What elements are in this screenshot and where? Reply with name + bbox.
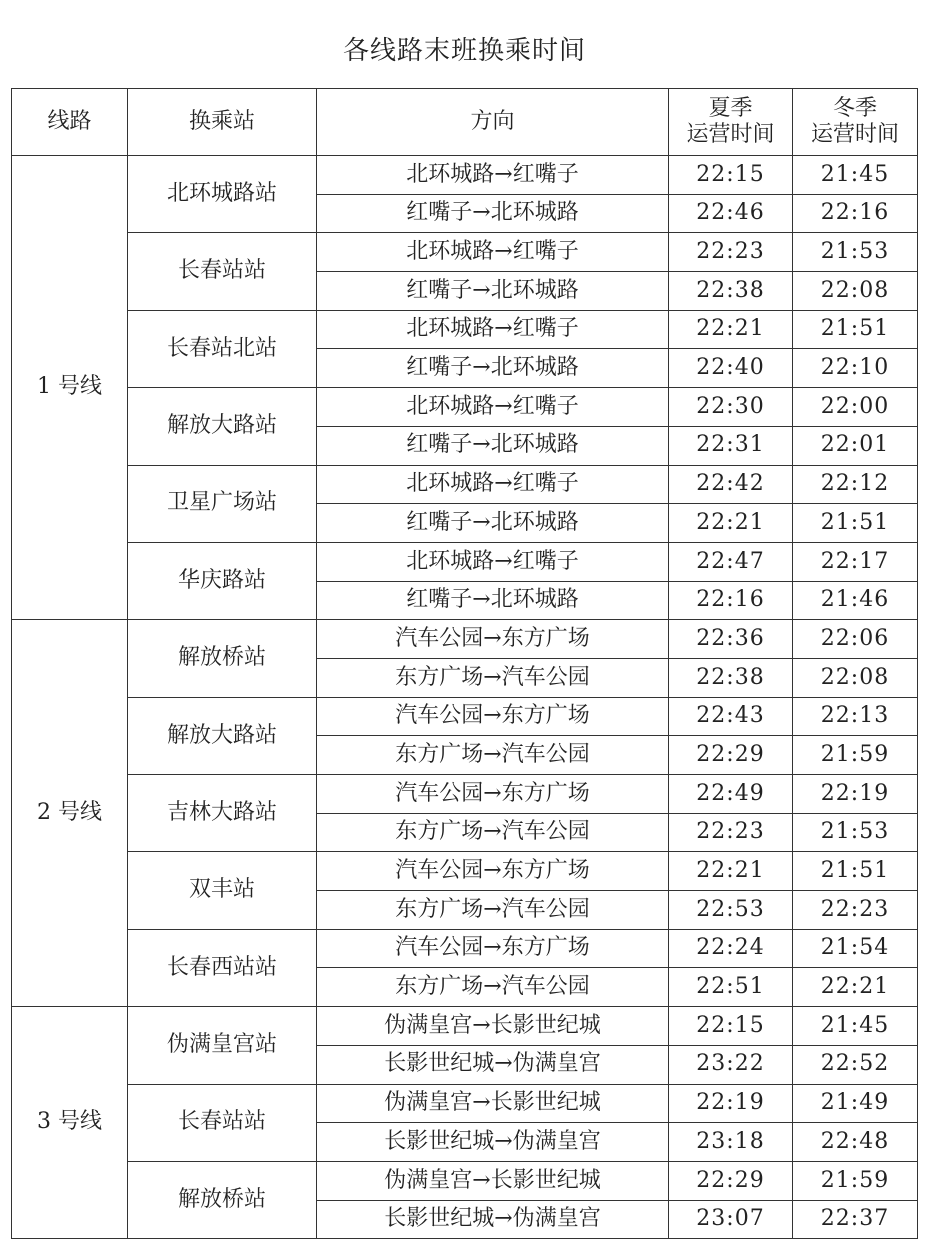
header-winter-line2: 运营时间 — [810, 122, 899, 147]
station-name: 北环城路站 — [128, 156, 317, 233]
station-name: 解放桥站 — [128, 1161, 317, 1238]
winter-time-cell: 22:21 — [793, 968, 918, 1007]
page-title: 各线路末班换乘时间 — [342, 36, 586, 66]
station-name: 长春站站 — [128, 233, 317, 310]
winter-time-cell: 22:08 — [793, 272, 918, 311]
winter-time-cell: 21:51 — [793, 504, 918, 543]
header-station: 换乘站 — [128, 89, 317, 156]
winter-time-cell: 22:06 — [793, 620, 918, 659]
winter-time-cell: 21:53 — [793, 813, 918, 852]
summer-time-cell: 22:16 — [669, 581, 793, 620]
summer-time-cell: 22:38 — [669, 272, 793, 311]
summer-time-cell: 22:36 — [669, 620, 793, 659]
winter-time-cell: 22:00 — [793, 388, 918, 427]
winter-time-cell: 22:01 — [793, 426, 918, 465]
direction-cell: 汽车公园→东方广场 — [317, 852, 669, 891]
summer-time-cell: 23:07 — [669, 1200, 793, 1239]
table-row — [12, 388, 918, 427]
winter-time-cell: 21:54 — [793, 929, 918, 968]
summer-time-cell: 22:29 — [669, 736, 793, 775]
direction-cell: 汽车公园→东方广场 — [317, 697, 669, 736]
summer-time-cell: 22:21 — [669, 310, 793, 349]
summer-time-cell: 22:24 — [669, 929, 793, 968]
direction-cell: 东方广场→汽车公园 — [317, 813, 669, 852]
table-row — [12, 156, 918, 195]
summer-time-cell: 22:15 — [669, 156, 793, 195]
winter-time-cell: 22:17 — [793, 542, 918, 581]
table-row — [12, 929, 918, 968]
winter-time-cell: 22:19 — [793, 775, 918, 814]
direction-cell: 东方广场→汽车公园 — [317, 891, 669, 930]
station-name: 长春西站站 — [128, 929, 317, 1006]
direction-cell: 红嘴子→北环城路 — [317, 349, 669, 388]
header-summer-line2: 运营时间 — [686, 122, 775, 147]
table-row — [12, 465, 918, 504]
winter-time-cell: 21:45 — [793, 156, 918, 195]
summer-time-cell: 22:40 — [669, 349, 793, 388]
direction-cell: 北环城路→红嘴子 — [317, 465, 669, 504]
winter-time-cell: 21:51 — [793, 310, 918, 349]
station-name: 华庆路站 — [128, 542, 317, 619]
direction-cell: 汽车公园→东方广场 — [317, 620, 669, 659]
winter-time-cell: 21:53 — [793, 233, 918, 272]
direction-cell: 东方广场→汽车公园 — [317, 736, 669, 775]
table-row — [12, 775, 918, 814]
header-row — [12, 89, 918, 156]
direction-cell: 北环城路→红嘴子 — [317, 233, 669, 272]
header-line: 线路 — [12, 89, 128, 156]
header-summer — [669, 89, 793, 156]
summer-time-cell: 22:23 — [669, 233, 793, 272]
winter-time-cell: 22:12 — [793, 465, 918, 504]
winter-time-cell: 22:37 — [793, 1200, 918, 1239]
summer-time-cell: 22:23 — [669, 813, 793, 852]
table-row — [12, 1007, 918, 1046]
table-row — [12, 1084, 918, 1123]
header-direction: 方向 — [317, 89, 669, 156]
summer-time-cell: 22:38 — [669, 658, 793, 697]
line-name: 1 号线 — [12, 156, 128, 620]
direction-cell: 长影世纪城→伪满皇宫 — [317, 1045, 669, 1084]
winter-time-cell: 22:13 — [793, 697, 918, 736]
summer-time-cell: 22:21 — [669, 504, 793, 543]
summer-time-cell: 22:53 — [669, 891, 793, 930]
station-name: 长春站站 — [128, 1084, 317, 1161]
direction-cell: 长影世纪城→伪满皇宫 — [317, 1123, 669, 1162]
header-summer-line1: 夏季 — [708, 95, 753, 121]
transfer-time-table — [11, 88, 918, 1239]
station-name: 卫星广场站 — [128, 465, 317, 542]
table-body — [12, 156, 918, 1239]
table-row — [12, 852, 918, 891]
winter-time-cell: 21:51 — [793, 852, 918, 891]
direction-cell: 伪满皇宫→长影世纪城 — [317, 1084, 669, 1123]
direction-cell: 北环城路→红嘴子 — [317, 388, 669, 427]
direction-cell: 东方广场→汽车公园 — [317, 968, 669, 1007]
station-name: 解放大路站 — [128, 697, 317, 774]
header-winter — [793, 89, 918, 156]
winter-time-cell: 22:52 — [793, 1045, 918, 1084]
summer-time-cell: 22:19 — [669, 1084, 793, 1123]
direction-cell: 北环城路→红嘴子 — [317, 542, 669, 581]
summer-time-cell: 22:42 — [669, 465, 793, 504]
direction-cell: 汽车公园→东方广场 — [317, 929, 669, 968]
winter-time-cell: 21:49 — [793, 1084, 918, 1123]
table-row — [12, 542, 918, 581]
direction-cell: 东方广场→汽车公园 — [317, 658, 669, 697]
direction-cell: 北环城路→红嘴子 — [317, 156, 669, 195]
winter-time-cell: 22:16 — [793, 194, 918, 233]
table-row — [12, 697, 918, 736]
direction-cell: 北环城路→红嘴子 — [317, 310, 669, 349]
winter-time-cell: 22:10 — [793, 349, 918, 388]
winter-time-cell: 22:08 — [793, 658, 918, 697]
summer-time-cell: 22:47 — [669, 542, 793, 581]
summer-time-cell: 22:31 — [669, 426, 793, 465]
summer-time-cell: 22:43 — [669, 697, 793, 736]
summer-time-cell: 22:15 — [669, 1007, 793, 1046]
table-row — [12, 1161, 918, 1200]
station-name: 解放大路站 — [128, 388, 317, 465]
table-row — [12, 620, 918, 659]
summer-time-cell: 22:51 — [669, 968, 793, 1007]
winter-time-cell: 22:23 — [793, 891, 918, 930]
winter-time-cell: 21:45 — [793, 1007, 918, 1046]
direction-cell: 红嘴子→北环城路 — [317, 581, 669, 620]
summer-time-cell: 22:21 — [669, 852, 793, 891]
direction-cell: 长影世纪城→伪满皇宫 — [317, 1200, 669, 1239]
winter-time-cell: 21:46 — [793, 581, 918, 620]
direction-cell: 伪满皇宫→长影世纪城 — [317, 1161, 669, 1200]
summer-time-cell: 22:49 — [669, 775, 793, 814]
direction-cell: 红嘴子→北环城路 — [317, 194, 669, 233]
station-name: 长春站北站 — [128, 310, 317, 387]
direction-cell: 红嘴子→北环城路 — [317, 426, 669, 465]
line-name: 2 号线 — [12, 620, 128, 1007]
station-name: 双丰站 — [128, 852, 317, 929]
direction-cell: 伪满皇宫→长影世纪城 — [317, 1007, 669, 1046]
summer-time-cell: 22:46 — [669, 194, 793, 233]
summer-time-cell: 23:18 — [669, 1123, 793, 1162]
direction-cell: 红嘴子→北环城路 — [317, 272, 669, 311]
table-row — [12, 310, 918, 349]
summer-time-cell: 22:30 — [669, 388, 793, 427]
line-name: 3 号线 — [12, 1007, 128, 1239]
winter-time-cell: 21:59 — [793, 736, 918, 775]
station-name: 伪满皇宫站 — [128, 1007, 317, 1084]
winter-time-cell: 22:48 — [793, 1123, 918, 1162]
summer-time-cell: 23:22 — [669, 1045, 793, 1084]
station-name: 解放桥站 — [128, 620, 317, 697]
station-name: 吉林大路站 — [128, 775, 317, 852]
winter-time-cell: 21:59 — [793, 1161, 918, 1200]
direction-cell: 红嘴子→北环城路 — [317, 504, 669, 543]
direction-cell: 汽车公园→东方广场 — [317, 775, 669, 814]
table-row — [12, 233, 918, 272]
summer-time-cell: 22:29 — [669, 1161, 793, 1200]
header-winter-line1: 冬季 — [832, 95, 877, 121]
